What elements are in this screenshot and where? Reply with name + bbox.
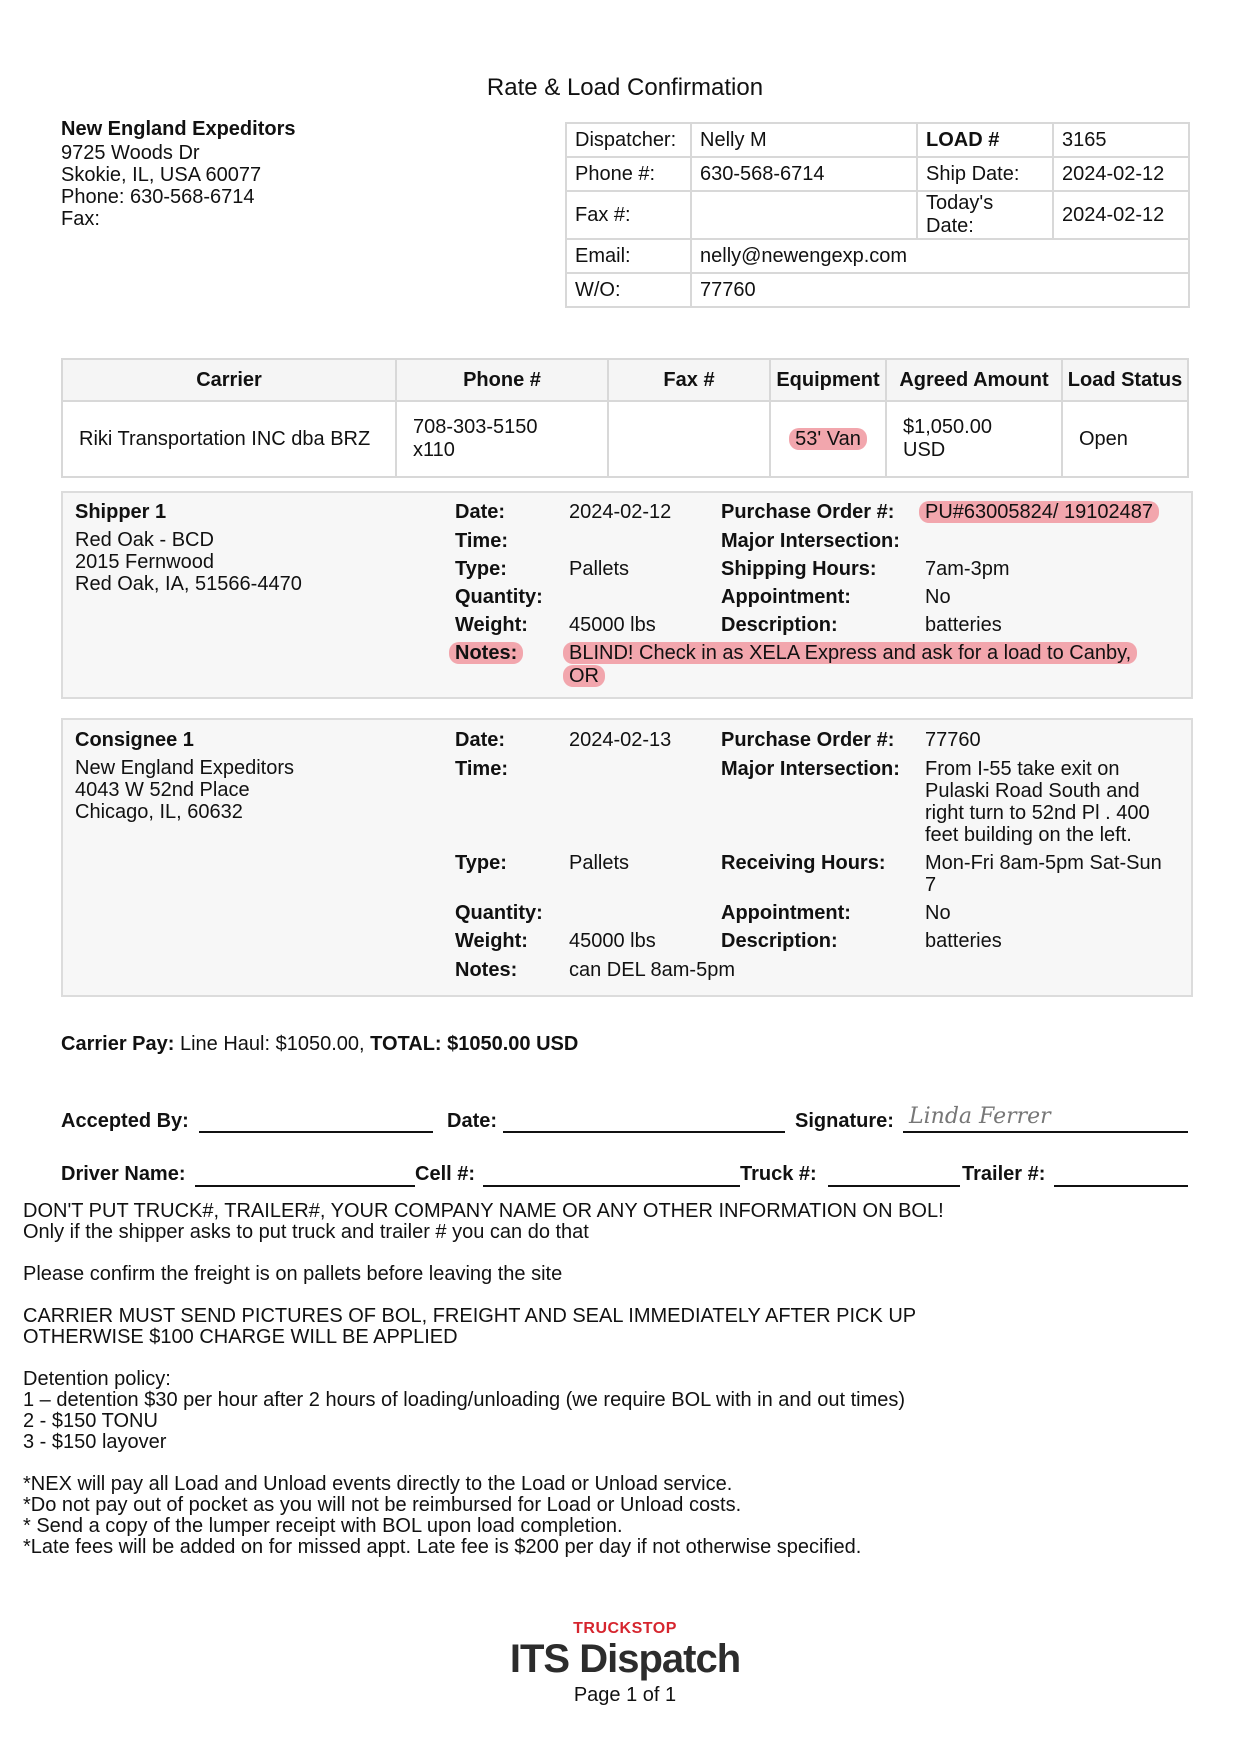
shipper-date: 2024-02-12 [569, 501, 672, 523]
header-equipment: Equipment [770, 359, 886, 401]
shipper-type-label: Type: [455, 558, 507, 580]
consignee-hours-label: Receiving Hours: [721, 852, 886, 874]
carrier-load-status: Open [1062, 401, 1188, 477]
phone-label: Phone #: [566, 157, 691, 191]
shipper-appointment-label: Appointment: [721, 586, 851, 608]
carrier-amount [886, 401, 1062, 477]
work-order-label: W/O: [566, 273, 691, 307]
consignee-notes: can DEL 8am-5pm [569, 959, 735, 981]
dispatcher-label: Dispatcher: [566, 123, 691, 157]
todays-date-label: Today's Date: [917, 191, 1053, 239]
note-line: 2 - $150 TONU [23, 1410, 158, 1432]
date-label: Date: [447, 1110, 498, 1132]
note-line [23, 1453, 944, 1474]
note-line: CARRIER MUST SEND PICTURES OF BOL, FREIGHT AND SEAL IMMEDIATELY AFTER PICK UP [23, 1305, 917, 1327]
driver-name-line[interactable] [195, 1160, 415, 1187]
note-line: OTHERWISE $100 CHARGE WILL BE APPLIED [23, 1326, 458, 1348]
note-line: Detention policy: [23, 1368, 171, 1390]
email-label: Email: [566, 239, 691, 273]
shipper-hours-label: Shipping Hours: [721, 558, 877, 580]
shipper-notes-line1: BLIND! Check in as XELA Express and ask for a load to Canby, [563, 642, 1137, 664]
carrier-name: Riki Transportation INC dba BRZ [62, 401, 396, 477]
company-name: New England Expeditors [61, 118, 296, 140]
consignee-date-label: Date: [455, 729, 506, 751]
note-line [23, 1243, 944, 1264]
hours-line2: 7 [925, 874, 937, 896]
carrier-pay-label: Carrier Pay: [61, 1033, 175, 1055]
note-line: *Late fees will be added on for missed appt. Late fee is $200 per day if not otherwise specified. [23, 1536, 862, 1558]
instructions-block [23, 1201, 944, 1558]
note-line: DON'T PUT TRUCK#, TRAILER#, YOUR COMPANY NAME OR ANY OTHER INFORMATION ON BOL! [23, 1200, 944, 1222]
consignee-notes-label: Notes: [455, 959, 518, 981]
carrier-fax [608, 401, 770, 477]
shipper-section [61, 491, 1193, 699]
note-line [23, 1285, 944, 1306]
consignee-quantity-label: Quantity: [455, 902, 543, 924]
ship-date-label: Ship Date: [917, 157, 1053, 191]
consignee-address-line3: Chicago, IL, 60632 [75, 801, 243, 823]
carrier-pay-line-haul: Line Haul: $1050.00, [174, 1033, 371, 1055]
accepted-by-line[interactable] [199, 1106, 433, 1133]
consignee-weight: 45000 lbs [569, 930, 656, 952]
email-value: nelly@newengexp.com [691, 239, 1189, 273]
consignee-type: Pallets [569, 852, 630, 874]
signature-label: Signature: [795, 1110, 894, 1132]
consignee-address-line1: New England Expeditors [75, 757, 295, 779]
shipper-notes-label [449, 642, 523, 665]
hours-line1: Mon-Fri 8am-5pm Sat-Sun [925, 852, 1162, 874]
shipper-heading: Shipper 1 [75, 501, 167, 523]
shipper-time-label: Time: [455, 530, 508, 552]
consignee-type-label: Type: [455, 852, 507, 874]
page-number: Page 1 of 1 [573, 1684, 677, 1706]
driver-name-label: Driver Name: [61, 1163, 186, 1185]
note-line: * Send a copy of the lumper receipt with BOL upon load completion. [23, 1515, 623, 1537]
equipment-highlight: 53' Van [789, 428, 867, 450]
trailer-line[interactable] [1054, 1160, 1188, 1187]
shipper-quantity-label: Quantity: [455, 586, 543, 608]
signature-value: Linda Ferrer [909, 1104, 1051, 1129]
truck-label: Truck #: [740, 1163, 817, 1185]
shipper-address-line3: Red Oak, IA, 51566-4470 [75, 573, 302, 595]
header-agreed-amount: Agreed Amount [886, 359, 1062, 401]
intersection-line1: From I-55 take exit on [925, 758, 1120, 780]
shipper-appointment: No [925, 586, 951, 608]
shipper-type: Pallets [569, 558, 630, 580]
header-load-status: Load Status [1062, 359, 1188, 401]
shipper-po-highlight: PU#63005824/ 19102487 [919, 501, 1159, 523]
shipper-address-line1: Red Oak - BCD [75, 529, 214, 551]
carrier-phone [396, 401, 608, 477]
fax-value [691, 191, 917, 239]
header-carrier: Carrier [62, 359, 396, 401]
carrier-table [61, 358, 1189, 478]
company-phone: Phone: 630-568-6714 [61, 186, 255, 208]
consignee-time-label: Time: [455, 758, 508, 780]
consignee-hours [925, 852, 1162, 896]
shipper-weight: 45000 lbs [569, 614, 656, 636]
header-fax: Fax # [608, 359, 770, 401]
load-number-value: 3165 [1053, 123, 1189, 157]
shipper-po-label: Purchase Order #: [721, 501, 895, 523]
shipper-hours: 7am-3pm [925, 558, 1010, 580]
dispatch-info-table [565, 122, 1190, 308]
intersection-line3: right turn to 52nd Pl . 400 [925, 802, 1150, 824]
consignee-heading: Consignee 1 [75, 729, 194, 751]
cell-label: Cell #: [415, 1163, 476, 1185]
carrier-phone-line2: x110 [413, 439, 455, 461]
carrier-phone-line1: 708-303-5150 [413, 416, 538, 438]
footer [0, 1620, 1240, 1707]
shipper-address-line2: 2015 Fernwood [75, 551, 214, 573]
fax-label: Fax #: [566, 191, 691, 239]
phone-value: 630-568-6714 [691, 157, 917, 191]
shipper-date-label: Date: [455, 501, 506, 523]
note-line: 3 - $150 layover [23, 1431, 167, 1453]
note-line: *Do not pay out of pocket as you will not be reimbursed for Load or Unload costs. [23, 1494, 742, 1516]
ship-date-value: 2024-02-12 [1053, 157, 1189, 191]
note-line [23, 1348, 944, 1369]
consignee-weight-label: Weight: [455, 930, 528, 952]
date-line[interactable] [503, 1106, 785, 1133]
shipper-description-label: Description: [721, 614, 838, 636]
shipper-address [75, 529, 302, 595]
shipper-weight-label: Weight: [455, 614, 528, 636]
intersection-line2: Pulaski Road South and [925, 780, 1140, 802]
header-phone: Phone # [396, 359, 608, 401]
carrier-pay [61, 1033, 578, 1056]
consignee-intersection-label: Major Intersection: [721, 758, 900, 780]
consignee-appointment-label: Appointment: [721, 902, 851, 924]
carrier-equipment [770, 401, 886, 477]
todays-date-value: 2024-02-12 [1053, 191, 1189, 239]
note-line: Only if the shipper asks to put truck and trailer # you can do that [23, 1221, 589, 1243]
consignee-intersection [925, 758, 1150, 846]
company-fax: Fax: [61, 208, 100, 230]
note-line: Please confirm the freight is on pallets before leaving the site [23, 1263, 563, 1285]
consignee-po-label: Purchase Order #: [721, 729, 895, 751]
shipper-po [919, 501, 1159, 524]
company-block [61, 118, 295, 230]
amount-line1: $1,050.00 [903, 416, 992, 438]
shipper-intersection-label: Major Intersection: [721, 530, 900, 552]
consignee-address-line2: 4043 W 52nd Place [75, 779, 250, 801]
shipper-notes-line2: OR [563, 665, 605, 687]
amount-line2: USD [903, 439, 946, 461]
truck-line[interactable] [828, 1160, 960, 1187]
company-address-line1: 9725 Woods Dr [61, 142, 200, 164]
note-line: 1 – detention $30 per hour after 2 hours of loading/unloading (we require BOL with in and out times) [23, 1389, 906, 1411]
cell-line[interactable] [483, 1160, 740, 1187]
consignee-description: batteries [925, 930, 1002, 952]
its-dispatch-logo: ITS Dispatch [509, 1637, 741, 1681]
intersection-line4: feet building on the left. [925, 824, 1132, 846]
signature-line[interactable] [903, 1106, 1188, 1133]
trailer-label: Trailer #: [962, 1163, 1046, 1185]
consignee-section [61, 718, 1193, 997]
company-address-line2: Skokie, IL, USA 60077 [61, 164, 262, 186]
page-title: Rate & Load Confirmation [486, 74, 764, 101]
consignee-address [75, 757, 294, 823]
truckstop-logo-text: TRUCKSTOP [573, 1620, 677, 1637]
consignee-date: 2024-02-13 [569, 729, 672, 751]
work-order-value: 77760 [691, 273, 1189, 307]
carrier-pay-total: TOTAL: $1050.00 USD [370, 1033, 579, 1055]
consignee-description-label: Description: [721, 930, 838, 952]
shipper-notes [563, 642, 1137, 688]
shipper-description: batteries [925, 614, 1002, 636]
consignee-po: 77760 [925, 729, 981, 751]
notes-label-highlight: Notes: [449, 642, 523, 664]
accepted-by-label: Accepted By: [61, 1110, 189, 1132]
dispatcher-value: Nelly M [691, 123, 917, 157]
load-number-label: LOAD # [917, 123, 1053, 157]
consignee-appointment: No [925, 902, 951, 924]
note-line: *NEX will pay all Load and Unload events directly to the Load or Unload service. [23, 1473, 733, 1495]
